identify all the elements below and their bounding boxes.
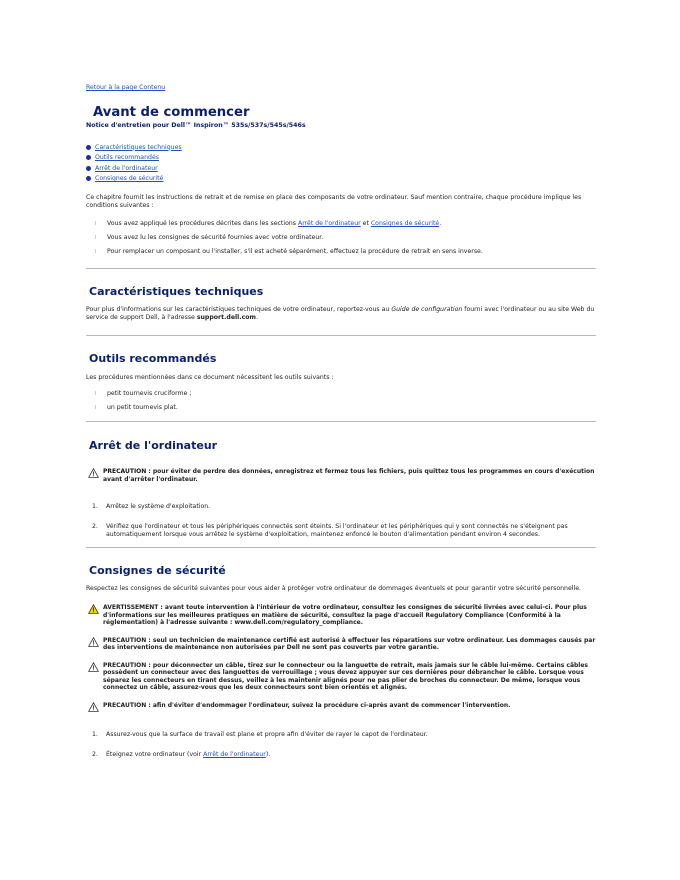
step-number: 1.: [92, 731, 98, 738]
table-of-contents: [86, 142, 596, 184]
list-item: [86, 503, 596, 511]
caution-text: seul un technicien de maintenance certifié est autorisé à effectuer les réparations sur votre ordinateur. Les dommages causés par des interventions de maintenance non autorisées par Dell ne sont pas couverts par votre garantie.: [103, 636, 596, 651]
caution-label: PRECAUTION :: [103, 701, 151, 709]
caution-label: PRECAUTION :: [103, 636, 151, 644]
page-subtitle: Notice d'entretien pour Dell™ Inspiron™ 535s/537s/545s/546s: [86, 122, 306, 129]
condition-text: Vous avez appliqué les procédures décrites dans les sections: [107, 220, 298, 227]
step-number: 2.: [92, 751, 98, 758]
section-divider: [86, 547, 596, 548]
list-item: [86, 390, 596, 397]
caution-text: afin d'éviter d'endommager l'ordinateur, suivez la procédure ci-après avant de commencer l'intervention.: [150, 701, 511, 709]
specs-text-part: .: [256, 314, 258, 321]
bullet-icon: [86, 176, 91, 181]
shutdown-link[interactable]: Arrêt de l'ordinateur: [297, 220, 361, 227]
step-number: 2.: [92, 523, 98, 530]
condition-text: .: [439, 220, 442, 227]
list-marker: l: [95, 405, 97, 411]
safety-intro: Respectez les consignes de sécurité suivantes pour vous aider à protéger votre ordinateur de dommages éventuels et pour garantir votre sécurité personnelle.: [86, 585, 581, 592]
shutdown-heading: Arrêt de l'ordinateur: [89, 439, 218, 452]
intro-text: Ce chapitre fournit les instructions de retrait et de remise en place des composants de votre ordinateur. Sauf mention contraire, chaque procédure implique les conditions suivantes :: [86, 194, 582, 209]
safety-link[interactable]: Consignes de sécurité: [370, 220, 440, 227]
list-item: [86, 523, 596, 539]
tools-list: [86, 390, 596, 411]
toc-link-tools[interactable]: Outils recommandés: [95, 154, 159, 162]
bullet-icon: [86, 155, 91, 160]
caution-note: [86, 702, 596, 710]
step-number: 1.: [92, 503, 98, 510]
bullet-icon: [86, 166, 91, 171]
warning-icon: [88, 604, 99, 614]
shutdown-link[interactable]: Arrêt de l'ordinateur: [203, 751, 266, 758]
specs-heading: Caractéristiques techniques: [89, 285, 264, 298]
caution-icon: [88, 468, 99, 478]
caution-note: [86, 468, 596, 483]
list-item: [86, 751, 596, 759]
toc-link-safety[interactable]: Consignes de sécurité: [95, 175, 164, 183]
condition-text: Vous avez lu les consignes de sécurité fournies avec votre ordinateur.: [107, 234, 324, 241]
step-text: Éteignez votre ordinateur (voir: [106, 751, 204, 758]
section-divider: [86, 268, 596, 269]
list-item: [86, 234, 596, 241]
list-marker: l: [95, 221, 97, 227]
specs-text-part: fourni avec l'ordinateur ou au site Web du service de support Dell, à l'adresse: [86, 306, 595, 321]
list-marker: l: [95, 249, 97, 255]
shutdown-steps: [86, 503, 596, 539]
caution-text: pour éviter de perdre des données, enregistrez et fermez tous les fichiers, puis quittez tous les programmes en cours d'exécution avant d'arrêter l'ordinateur.: [103, 468, 595, 483]
toc-item-shutdown: [86, 163, 596, 174]
toc-link-shutdown[interactable]: Arrêt de l'ordinateur: [95, 164, 158, 172]
warning-note: [86, 604, 596, 627]
condition-text: Pour remplacer un composant ou l'installer, s'il est acheté séparément, effectuez la procédure de retrait en sens inverse.: [107, 248, 483, 255]
section-divider: [86, 335, 596, 336]
tools-heading: Outils recommandés: [89, 352, 217, 365]
safety-steps: [86, 731, 596, 759]
caution-icon: [88, 702, 99, 712]
condition-text: et: [360, 220, 371, 227]
caution-label: PRECAUTION :: [103, 661, 151, 669]
step-text: Assurez-vous que la surface de travail est plane et propre afin d'éviter de rayer le capot de l'ordinateur.: [106, 731, 428, 738]
list-marker: l: [95, 235, 97, 241]
list-item: [86, 248, 596, 255]
caution-text: pour déconnecter un câble, tirez sur le connecteur ou la languette de retrait, mais jamais sur le câble lui-même. Certains câbles possèdent un connecteur avec des languettes de verrouillage ; vous devez appuyer sur ces dernières pour débrancher le câble. Lorsque vous séparez les connecteurs en tirant dessus, veillez à les maintenir alignés pour ne pas plier de broches du connecteur. De même, lorsque vous connectez un câble, assurez-vous que les deux connecteurs sont bien orientés et alignés.: [103, 661, 589, 691]
toc-item-specs: [86, 142, 596, 153]
step-text: ).: [265, 751, 271, 758]
safety-heading: Consignes de sécurité: [89, 564, 226, 577]
bullet-icon: [86, 145, 91, 150]
toc-link-specs[interactable]: Caractéristiques techniques: [95, 143, 182, 151]
specs-text: [86, 306, 596, 322]
back-to-contents-link[interactable]: Retour à la page Contenu: [86, 84, 166, 91]
toc-item-safety: [86, 174, 596, 185]
list-item: [86, 220, 596, 227]
specs-text-part: Pour plus d'informations sur les caractéristiques techniques de votre ordinateur, reportez-vous au: [86, 306, 392, 313]
section-divider: [86, 421, 596, 422]
warning-label: AVERTISSEMENT :: [103, 604, 163, 611]
step-text: Vérifiez que l'ordinateur et tous les périphériques connectés sont éteints. Si l'ordinateur et les périphériques qui y sont connectés ne s'éteignent pas automatiquement lorsque vous arrêtez le système d'exploitation, maintenez enfoncé le bouton d'alimentation pendant environ 4 secondes.: [106, 523, 568, 538]
step-text: Arrêtez le système d'exploitation.: [106, 503, 211, 510]
setup-guide-title: Guide de configuration: [391, 306, 463, 313]
support-url: support.dell.com: [196, 314, 256, 321]
list-marker: l: [95, 391, 97, 397]
list-item: [86, 731, 596, 739]
toc-item-tools: [86, 153, 596, 164]
page-title: Avant de commencer: [93, 105, 250, 120]
tools-text: Les procédures mentionnées dans ce document nécessitent les outils suivants :: [86, 374, 334, 381]
caution-note: [86, 662, 596, 692]
caution-note: [86, 637, 596, 652]
tool-text: un petit tournevis plat.: [107, 404, 178, 411]
document-page: [86, 84, 596, 759]
caution-icon: [88, 662, 99, 672]
warning-text: avant toute intervention à l'intérieur de votre ordinateur, consultez les consignes de sécurité livrées avec celui-ci. Pour plus d'informations sur les meilleures pratiques en matière de sécurité, consultez la page d'accueil Regulatory Compliance (Conformité à la réglementation) à l'adresse suivante : www.dell.com/regulatory_compliance.: [103, 604, 587, 626]
conditions-list: [86, 220, 596, 255]
caution-label: PRECAUTION :: [103, 468, 151, 475]
list-item: [86, 404, 596, 411]
tool-text: petit tournevis cruciforme ;: [107, 390, 192, 397]
caution-icon: [88, 637, 99, 647]
